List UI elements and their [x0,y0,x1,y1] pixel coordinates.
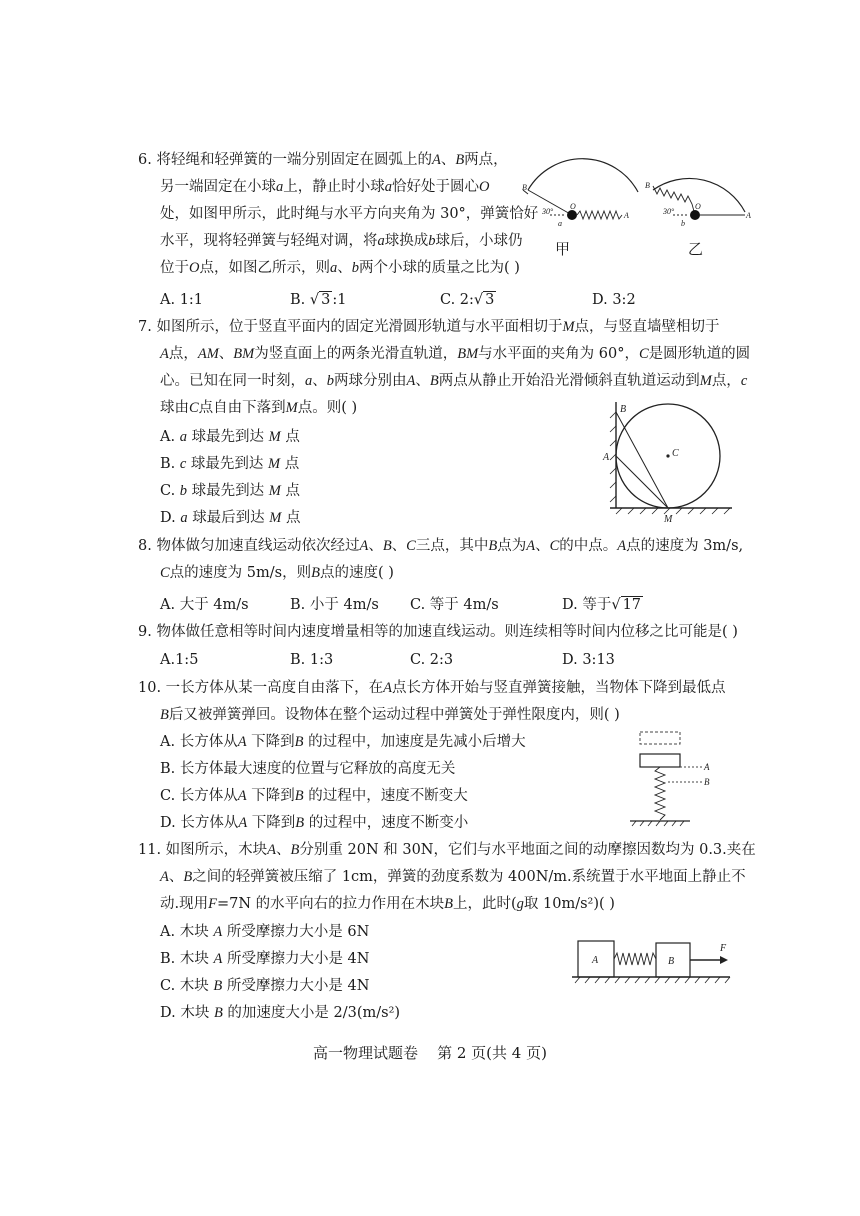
q10-option-c: C. 长方体从A 下降到B 的过程中，速度不断变大 [160,788,468,804]
q6-option-b: B. √ 3 :1 [290,292,347,308]
svg-text:B: B [668,956,675,967]
svg-text:A: A [746,211,751,220]
figure-circular-track [600,398,740,528]
figure-yi [645,162,755,242]
q6-option-a: A. 1:1 [160,292,204,308]
q10-option-a: A. 长方体从A 下降到B 的过程中，加速度是先减小后增大 [160,734,526,750]
q6-option-d: D. 3:2 [592,292,636,308]
q7-line3: 心。已知在同一时刻，a、b两球分别由A、B两点从静止开始沿光滑倾斜直轨道运动到M点，c [160,373,748,389]
svg-text:A: A [592,955,599,966]
figure-jia-caption: 甲 [555,240,571,258]
q9-option-b: B. 1:3 [290,652,334,668]
svg-text:F: F [720,943,727,954]
svg-text:A: A [603,452,610,463]
q9-option-c: C. 2:3 [410,652,454,668]
svg-text:M: M [664,514,673,525]
svg-text:O: O [695,202,701,211]
svg-text:B: B [620,404,627,415]
q8-option-a: A. 大于 4m/s [160,597,249,613]
q7-line4: 球由C点自由下落到M点。则( ) [160,400,358,416]
q7-line2: A点，AM、BM为竖直面上的两条光滑直轨道，BM与水平面的夹角为 60°，C是圆形轨道的圆 [160,346,751,362]
q10-line1: 10. 一长方体从某一高度自由落下，在A点长方体开始与竖直弹簧接触，当物体下降到最低点 [138,680,726,696]
q8-option-d: D. 等于√ 17 [562,597,642,613]
svg-text:30°: 30° [542,207,554,216]
svg-text:A: A [624,211,629,220]
q10-option-d: D. 长方体从A 下降到B 的过程中，速度不断变小 [160,815,469,831]
page-footer: 高一物理试题卷 第 2 页(共 4 页) [313,1044,547,1062]
q11-option-a: A. 木块 A 所受摩擦力大小是 6N [160,924,370,940]
q6-line1: 6. 将轻绳和轻弹簧的一端分别固定在圆弧上的A、B两点， [138,152,508,168]
svg-text:30°: 30° [663,207,675,216]
q6-line3: 处，如图甲所示，此时绳与水平方向夹角为 30°，弹簧恰好 [160,206,539,222]
q11-option-b: B. 木块 A 所受摩擦力大小是 4N [160,951,370,967]
q7-line1: 7. 如图所示，位于竖直平面内的固定光滑圆形轨道与水平面相切于M点，与竖直墙壁相切于 [138,319,720,335]
q6-line5: 位于O点，如图乙所示，则a、b两个小球的质量之比为( ) [160,260,520,276]
q8-line1: 8. 物体做匀加速直线运动依次经过A、B、C三点，其中B点为A、C的中点。A点的速度为 3m/s, [138,538,744,554]
svg-text:B: B [645,181,650,190]
q8-line2: C点的速度为 5m/s，则B点的速度( ) [160,565,394,581]
svg-text:C: C [672,448,679,459]
q11-line1: 11. 如图所示，木块A、B分别重 20N 和 30N，它们与水平地面之间的动摩擦因数均为 0.3.夹在 [138,842,756,858]
q9-option-a: A.1:5 [160,652,199,668]
q9-option-d: D. 3:13 [562,652,615,668]
q11-line3: 动.现用F=7N 的水平向右的拉力作用在木块B上，此时(g取 10m/s²)( ) [160,896,615,912]
q7-option-b: B. c 球最先到达 M 点 [160,456,300,472]
q10-line2: B后又被弹簧弹回。设物体在整个运动过程中弹簧处于弹性限度内，则( ) [160,707,620,723]
q7-option-c: C. b 球最先到达 M 点 [160,483,300,499]
figure-blocks-spring [570,937,740,997]
svg-text:B: B [704,777,710,787]
q8-option-b: B. 小于 4m/s [290,597,379,613]
q11-line2: A、B之间的轻弹簧被压缩了 1cm，弹簧的劲度系数为 400N/m.系统置于水平地面上静止不 [160,869,746,885]
q9-line1: 9. 物体做任意相等时间内速度增量相等的加速直线运动。则连续相等时间内位移之比可能是( ) [138,624,738,640]
figure-jia [520,162,630,242]
q11-option-d: D. 木块 B 的加速度大小是 2/3(m/s²) [160,1005,401,1021]
q6-option-c: C. 2:√ 3 [440,292,495,308]
q10-option-b: B. 长方体最大速度的位置与它释放的高度无关 [160,761,456,777]
svg-text:a: a [558,219,562,228]
figure-spring-block [628,726,718,831]
svg-text:A: A [704,762,710,772]
svg-text:O: O [570,202,576,211]
q6-line4: 水平，现将轻弹簧与轻绳对调，将a球换成b球后，小球仍 [160,233,523,249]
q6-line2: 另一端固定在小球a上，静止时小球a恰好处于圆心O [160,179,490,195]
q7-option-a: A. a 球最先到达 M 点 [160,429,300,445]
q11-option-c: C. 木块 B 所受摩擦力大小是 4N [160,978,370,994]
q7-option-d: D. a 球最后到达 M 点 [160,510,301,526]
svg-text:b: b [681,219,685,228]
svg-text:B: B [522,183,527,192]
figure-yi-caption: 乙 [688,240,704,258]
q8-option-c: C. 等于 4m/s [410,597,499,613]
